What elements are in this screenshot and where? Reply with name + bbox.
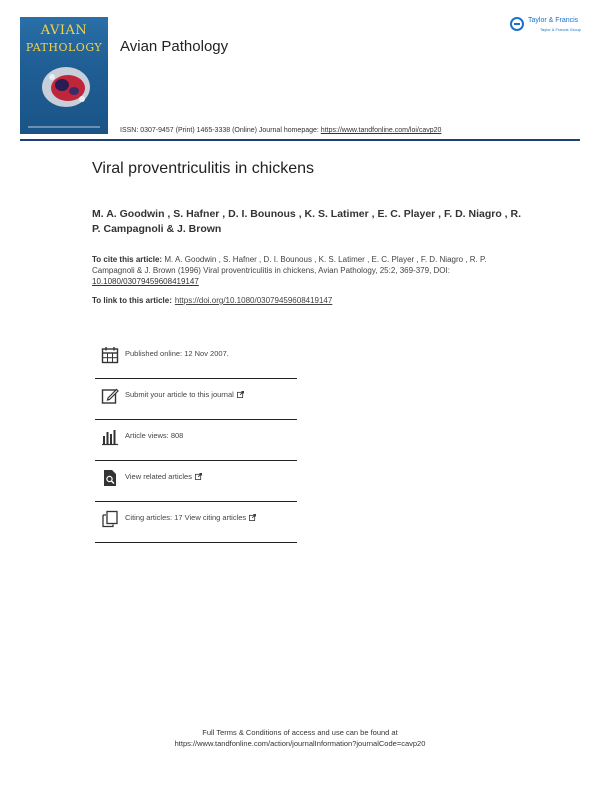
journal-cover [20,17,108,134]
citation-label: To cite this article: [92,255,163,264]
citation-block [92,254,522,287]
citing-articles-link[interactable]: Citing articles: 17 View citing articles [125,513,247,522]
bar-chart-icon [101,428,119,446]
article-authors: M. A. Goodwin , S. Hafner , D. I. Bounous , K. S. Latimer , E. C. Player , F. D. Niagro , R. P. Campagnoli & J. Brown [92,208,522,235]
page-footer [100,727,500,749]
published-date: Published online: 12 Nov 2007. [125,349,229,358]
submit-article-link[interactable]: Submit your article to this journal [125,390,234,399]
citation-doi-link[interactable]: 10.1080/03079459608419147 [92,277,199,286]
citation-text: M. A. Goodwin , S. Hafner , D. I. Bounous , K. S. Latimer , E. C. Player , F. D. Niagro , R. P. Campagnoli & J. Brown (1996) Viral proventriculitis in chickens, Avian Pathology, 25:2, 369-379, DOI: [92,255,487,275]
document-search-icon [101,469,119,487]
cover-footer-band [28,126,100,128]
info-article-views [95,420,297,461]
footer-terms-text: Full Terms & Conditions of access and use can be found at [202,728,398,737]
cover-title-line2: PATHOLOGY [25,41,103,54]
issn-line [120,127,441,134]
info-citing-articles[interactable] [95,502,297,543]
article-link-line [92,296,332,305]
related-articles-link[interactable]: View related articles [125,472,192,481]
footer-terms-url[interactable]: https://www.tandfonline.com/action/journalInformation?journalCode=cavp20 [174,739,426,748]
publisher-logo[interactable] [510,16,586,38]
external-link-icon [237,391,244,398]
publisher-subname: Taylor & Francis Group [540,27,581,32]
publisher-logo-icon [510,17,524,31]
header-divider [20,139,580,141]
issn-text: ISSN: 0307-9457 (Print) 1465-3338 (Online) Journal homepage: [120,127,321,134]
info-related-articles[interactable] [95,461,297,502]
journal-title[interactable]: Avian Pathology [120,38,229,55]
external-link-icon [195,473,202,480]
article-doi-url[interactable]: https://doi.org/10.1080/03079459608419147 [174,296,333,305]
cover-title-line1: AVIAN [40,23,88,38]
publisher-name: Taylor & Francis [528,17,579,24]
info-submit-article[interactable] [95,379,297,420]
edit-icon [101,387,119,405]
info-published [95,338,297,379]
journal-homepage-link[interactable]: https://www.tandfonline.com/loi/cavp20 [320,127,442,134]
calendar-icon [101,346,119,364]
cover-illustration [38,61,94,113]
article-info-list [95,338,297,543]
citation-icon [101,510,119,528]
link-label: To link to this article: [92,296,172,305]
external-link-icon [249,514,256,521]
article-views: Article views: 808 [125,431,184,440]
article-title: Viral proventriculitis in chickens [92,160,315,177]
